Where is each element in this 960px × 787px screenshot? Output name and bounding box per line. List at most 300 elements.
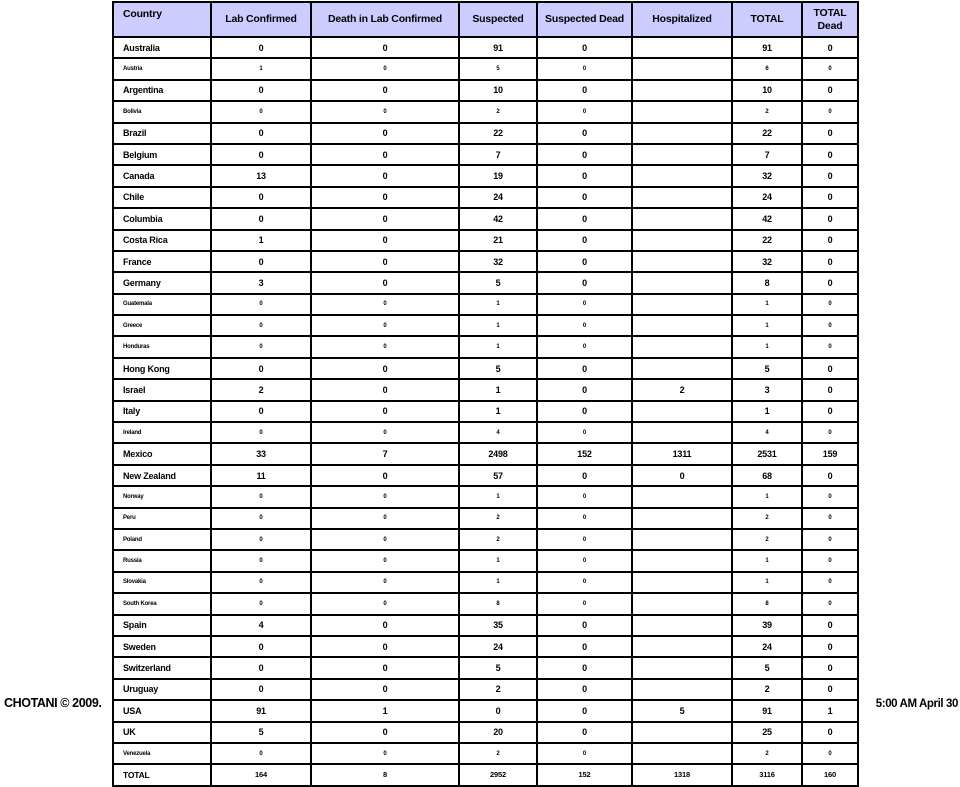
suspected-cell: 1 [459, 336, 537, 357]
suspected-cell: 5 [459, 272, 537, 293]
total-cell: 2 [732, 101, 802, 122]
lab-confirmed-cell: 33 [211, 443, 311, 464]
total-cell: 91 [732, 700, 802, 721]
suspected-dead-cell: 0 [537, 80, 632, 101]
table-row [113, 465, 858, 486]
hospitalized-cell [632, 208, 732, 229]
country-cell: Germany [113, 272, 211, 293]
suspected-cell: 32 [459, 251, 537, 272]
suspected-dead-cell: 0 [537, 743, 632, 764]
suspected-dead-cell: 0 [537, 58, 632, 79]
death-lab-confirmed-cell: 0 [311, 187, 459, 208]
lab-confirmed-cell: 0 [211, 508, 311, 529]
table-row [113, 593, 858, 614]
lab-confirmed-cell: 11 [211, 465, 311, 486]
table-row [113, 358, 858, 379]
country-cell: Ireland [113, 422, 211, 443]
lab-confirmed-cell: 0 [211, 657, 311, 678]
total-dead-cell: 0 [802, 187, 858, 208]
table-row [113, 743, 858, 764]
death-lab-confirmed-cell: 0 [311, 37, 459, 58]
suspected-dead-cell: 0 [537, 336, 632, 357]
total-cell: 10 [732, 80, 802, 101]
total-cell: 7 [732, 144, 802, 165]
suspected-cell: 20 [459, 722, 537, 743]
lab-confirmed-cell: 0 [211, 144, 311, 165]
total-dead-cell: 0 [802, 636, 858, 657]
death-lab-confirmed-cell: 0 [311, 508, 459, 529]
suspected-dead-cell: 0 [537, 401, 632, 422]
death-lab-confirmed-cell: 0 [311, 422, 459, 443]
lab-confirmed-cell: 0 [211, 251, 311, 272]
table-row [113, 58, 858, 79]
suspected-cell: 2 [459, 529, 537, 550]
total-dead-cell: 0 [802, 208, 858, 229]
total-cell: 6 [732, 58, 802, 79]
total-row [113, 764, 858, 785]
table-row [113, 657, 858, 678]
table-row [113, 208, 858, 229]
suspected-cell: 2498 [459, 443, 537, 464]
country-cell: Honduras [113, 336, 211, 357]
suspected-cell: 5 [459, 657, 537, 678]
lab-confirmed-cell: 4 [211, 615, 311, 636]
hospitalized-cell [632, 401, 732, 422]
death-lab-confirmed-cell: 0 [311, 550, 459, 571]
suspected-cell: 5 [459, 358, 537, 379]
lab-confirmed-cell: 0 [211, 37, 311, 58]
lab-confirmed-cell: 3 [211, 272, 311, 293]
suspected-cell: 2952 [459, 764, 537, 785]
total-cell: 3116 [732, 764, 802, 785]
hospitalized-cell: 5 [632, 700, 732, 721]
country-cell: France [113, 251, 211, 272]
table-row [113, 251, 858, 272]
table-row [113, 315, 858, 336]
suspected-dead-cell: 0 [537, 294, 632, 315]
hospitalized-cell [632, 336, 732, 357]
hospitalized-cell [632, 743, 732, 764]
suspected-cell: 2 [459, 679, 537, 700]
total-dead-cell: 0 [802, 465, 858, 486]
suspected-dead-cell: 0 [537, 529, 632, 550]
suspected-cell: 1 [459, 315, 537, 336]
table-row [113, 144, 858, 165]
total-dead-cell: 0 [802, 165, 858, 186]
total-dead-cell: 0 [802, 572, 858, 593]
lab-confirmed-cell: 0 [211, 401, 311, 422]
total-cell: 5 [732, 358, 802, 379]
lab-confirmed-cell: 0 [211, 187, 311, 208]
suspected-dead-cell: 0 [537, 657, 632, 678]
country-cell: Belgium [113, 144, 211, 165]
death-lab-confirmed-cell: 1 [311, 700, 459, 721]
total-dead-cell: 0 [802, 743, 858, 764]
suspected-cell: 8 [459, 593, 537, 614]
total-cell: 24 [732, 187, 802, 208]
death-lab-confirmed-cell: 0 [311, 615, 459, 636]
total-cell: 68 [732, 465, 802, 486]
lab-confirmed-cell: 91 [211, 700, 311, 721]
table-row [113, 336, 858, 357]
suspected-dead-cell: 0 [537, 144, 632, 165]
total-dead-cell: 0 [802, 336, 858, 357]
total-cell: 1 [732, 401, 802, 422]
table-row [113, 123, 858, 144]
hospitalized-cell [632, 679, 732, 700]
suspected-dead-cell: 0 [537, 230, 632, 251]
hospitalized-cell [632, 422, 732, 443]
total-dead-cell: 1 [802, 700, 858, 721]
flu-case-table [112, 1, 859, 787]
suspected-dead-cell: 0 [537, 593, 632, 614]
suspected-cell: 2 [459, 508, 537, 529]
total-dead-cell: 0 [802, 529, 858, 550]
table-row [113, 615, 858, 636]
country-cell: TOTAL [113, 764, 211, 785]
death-lab-confirmed-cell: 0 [311, 58, 459, 79]
total-dead-cell: 159 [802, 443, 858, 464]
lab-confirmed-cell: 0 [211, 486, 311, 507]
total-dead-cell: 0 [802, 615, 858, 636]
death-lab-confirmed-cell: 0 [311, 636, 459, 657]
death-lab-confirmed-cell: 0 [311, 722, 459, 743]
suspected-dead-cell: 0 [537, 208, 632, 229]
lab-confirmed-cell: 2 [211, 379, 311, 400]
table-row [113, 443, 858, 464]
death-lab-confirmed-cell: 0 [311, 401, 459, 422]
death-lab-confirmed-cell: 0 [311, 743, 459, 764]
suspected-dead-cell: 0 [537, 700, 632, 721]
lab-confirmed-cell: 0 [211, 550, 311, 571]
country-cell: Poland [113, 529, 211, 550]
col-header-country: Country [113, 2, 211, 37]
suspected-dead-cell: 152 [537, 764, 632, 785]
hospitalized-cell [632, 508, 732, 529]
suspected-cell: 4 [459, 422, 537, 443]
death-lab-confirmed-cell: 7 [311, 443, 459, 464]
suspected-cell: 1 [459, 379, 537, 400]
hospitalized-cell [632, 272, 732, 293]
total-cell: 1 [732, 315, 802, 336]
lab-confirmed-cell: 0 [211, 572, 311, 593]
hospitalized-cell [632, 550, 732, 571]
death-lab-confirmed-cell: 0 [311, 679, 459, 700]
hospitalized-cell [632, 593, 732, 614]
hospitalized-cell [632, 315, 732, 336]
hospitalized-cell: 2 [632, 379, 732, 400]
table-row [113, 508, 858, 529]
country-cell: Peru [113, 508, 211, 529]
country-cell: Costa Rica [113, 230, 211, 251]
table-row [113, 165, 858, 186]
lab-confirmed-cell: 1 [211, 230, 311, 251]
lab-confirmed-cell: 0 [211, 123, 311, 144]
death-lab-confirmed-cell: 8 [311, 764, 459, 785]
country-cell: Mexico [113, 443, 211, 464]
hospitalized-cell [632, 636, 732, 657]
death-lab-confirmed-cell: 0 [311, 165, 459, 186]
total-cell: 3 [732, 379, 802, 400]
death-lab-confirmed-cell: 0 [311, 294, 459, 315]
total-cell: 32 [732, 165, 802, 186]
country-cell: Slovakia [113, 572, 211, 593]
table-row [113, 679, 858, 700]
total-cell: 2531 [732, 443, 802, 464]
total-cell: 25 [732, 722, 802, 743]
total-dead-cell: 0 [802, 272, 858, 293]
lab-confirmed-cell: 0 [211, 336, 311, 357]
suspected-dead-cell: 0 [537, 508, 632, 529]
table-row [113, 379, 858, 400]
lab-confirmed-cell: 0 [211, 743, 311, 764]
death-lab-confirmed-cell: 0 [311, 272, 459, 293]
hospitalized-cell [632, 230, 732, 251]
table-row [113, 722, 858, 743]
lab-confirmed-cell: 0 [211, 593, 311, 614]
suspected-cell: 42 [459, 208, 537, 229]
total-dead-cell: 0 [802, 486, 858, 507]
hospitalized-cell [632, 722, 732, 743]
total-dead-cell: 0 [802, 508, 858, 529]
col-header-death-in-lab-confirmed: Death in Lab Confirmed [311, 2, 459, 37]
hospitalized-cell: 1311 [632, 443, 732, 464]
suspected-cell: 0 [459, 700, 537, 721]
hospitalized-cell [632, 294, 732, 315]
country-cell: Guatemala [113, 294, 211, 315]
total-dead-cell: 0 [802, 144, 858, 165]
suspected-cell: 24 [459, 636, 537, 657]
country-cell: Hong Kong [113, 358, 211, 379]
table-row [113, 272, 858, 293]
total-dead-cell: 0 [802, 80, 858, 101]
table-header [113, 2, 858, 37]
country-cell: Italy [113, 401, 211, 422]
total-dead-cell: 0 [802, 58, 858, 79]
suspected-dead-cell: 0 [537, 358, 632, 379]
table-row [113, 572, 858, 593]
table-row [113, 486, 858, 507]
lab-confirmed-cell: 0 [211, 101, 311, 122]
total-dead-cell: 0 [802, 123, 858, 144]
country-cell: USA [113, 700, 211, 721]
table-row [113, 700, 858, 721]
total-dead-cell: 0 [802, 101, 858, 122]
col-header-lab-confirmed: Lab Confirmed [211, 2, 311, 37]
country-cell: Uruguay [113, 679, 211, 700]
country-cell: Canada [113, 165, 211, 186]
hospitalized-cell [632, 165, 732, 186]
col-header-suspected: Suspected [459, 2, 537, 37]
lab-confirmed-cell: 1 [211, 58, 311, 79]
country-cell: Israel [113, 379, 211, 400]
total-cell: 24 [732, 636, 802, 657]
suspected-dead-cell: 0 [537, 465, 632, 486]
suspected-dead-cell: 0 [537, 679, 632, 700]
lab-confirmed-cell: 0 [211, 636, 311, 657]
country-cell: Columbia [113, 208, 211, 229]
suspected-dead-cell: 0 [537, 486, 632, 507]
lab-confirmed-cell: 164 [211, 764, 311, 785]
total-cell: 1 [732, 572, 802, 593]
suspected-cell: 1 [459, 572, 537, 593]
suspected-dead-cell: 0 [537, 165, 632, 186]
total-dead-cell: 0 [802, 358, 858, 379]
hospitalized-cell [632, 251, 732, 272]
total-dead-cell: 0 [802, 230, 858, 251]
lab-confirmed-cell: 0 [211, 422, 311, 443]
suspected-cell: 91 [459, 37, 537, 58]
total-dead-cell: 0 [802, 379, 858, 400]
table-row [113, 422, 858, 443]
suspected-cell: 1 [459, 401, 537, 422]
lab-confirmed-cell: 0 [211, 358, 311, 379]
col-header-hospitalized: Hospitalized [632, 2, 732, 37]
table-row [113, 550, 858, 571]
suspected-dead-cell: 0 [537, 615, 632, 636]
lab-confirmed-cell: 0 [211, 315, 311, 336]
death-lab-confirmed-cell: 0 [311, 80, 459, 101]
suspected-dead-cell: 0 [537, 722, 632, 743]
hospitalized-cell: 1318 [632, 764, 732, 785]
total-cell: 2 [732, 529, 802, 550]
lab-confirmed-cell: 5 [211, 722, 311, 743]
suspected-dead-cell: 0 [537, 315, 632, 336]
suspected-cell: 1 [459, 550, 537, 571]
suspected-dead-cell: 0 [537, 550, 632, 571]
country-cell: Australia [113, 37, 211, 58]
country-cell: UK [113, 722, 211, 743]
total-dead-cell: 0 [802, 401, 858, 422]
country-cell: Bolivia [113, 101, 211, 122]
timestamp-text: 5:00 AM April 30 [875, 698, 958, 710]
total-dead-cell: 0 [802, 679, 858, 700]
suspected-cell: 22 [459, 123, 537, 144]
country-cell: Switzerland [113, 657, 211, 678]
death-lab-confirmed-cell: 0 [311, 208, 459, 229]
suspected-dead-cell: 0 [537, 101, 632, 122]
suspected-dead-cell: 0 [537, 272, 632, 293]
lab-confirmed-cell: 0 [211, 294, 311, 315]
country-cell: Venezuela [113, 743, 211, 764]
country-cell: Argentina [113, 80, 211, 101]
suspected-cell: 24 [459, 187, 537, 208]
header-row [113, 2, 858, 37]
table-row [113, 230, 858, 251]
hospitalized-cell [632, 358, 732, 379]
death-lab-confirmed-cell: 0 [311, 572, 459, 593]
country-cell: South Korea [113, 593, 211, 614]
death-lab-confirmed-cell: 0 [311, 593, 459, 614]
death-lab-confirmed-cell: 0 [311, 123, 459, 144]
suspected-cell: 1 [459, 486, 537, 507]
hospitalized-cell [632, 80, 732, 101]
col-header-suspected-dead: Suspected Dead [537, 2, 632, 37]
lab-confirmed-cell: 13 [211, 165, 311, 186]
country-cell: Greece [113, 315, 211, 336]
suspected-cell: 2 [459, 101, 537, 122]
death-lab-confirmed-cell: 0 [311, 529, 459, 550]
death-lab-confirmed-cell: 0 [311, 486, 459, 507]
lab-confirmed-cell: 0 [211, 529, 311, 550]
total-dead-cell: 0 [802, 422, 858, 443]
total-cell: 2 [732, 743, 802, 764]
suspected-cell: 57 [459, 465, 537, 486]
lab-confirmed-cell: 0 [211, 679, 311, 700]
total-cell: 1 [732, 486, 802, 507]
hospitalized-cell [632, 144, 732, 165]
total-dead-cell: 160 [802, 764, 858, 785]
suspected-dead-cell: 0 [537, 572, 632, 593]
lab-confirmed-cell: 0 [211, 80, 311, 101]
death-lab-confirmed-cell: 0 [311, 358, 459, 379]
death-lab-confirmed-cell: 0 [311, 465, 459, 486]
total-cell: 8 [732, 593, 802, 614]
total-cell: 1 [732, 336, 802, 357]
country-cell: Spain [113, 615, 211, 636]
suspected-dead-cell: 0 [537, 187, 632, 208]
suspected-cell: 5 [459, 58, 537, 79]
country-cell: Brazil [113, 123, 211, 144]
table-row [113, 80, 858, 101]
hospitalized-cell [632, 572, 732, 593]
table-row [113, 294, 858, 315]
total-cell: 22 [732, 230, 802, 251]
total-cell: 5 [732, 657, 802, 678]
country-cell: Russia [113, 550, 211, 571]
total-cell: 8 [732, 272, 802, 293]
total-cell: 2 [732, 508, 802, 529]
suspected-cell: 21 [459, 230, 537, 251]
hospitalized-cell [632, 187, 732, 208]
suspected-dead-cell: 0 [537, 422, 632, 443]
col-header-total-dead: TOTAL Dead [802, 2, 858, 37]
suspected-cell: 2 [459, 743, 537, 764]
suspected-cell: 10 [459, 80, 537, 101]
suspected-cell: 19 [459, 165, 537, 186]
table-row [113, 529, 858, 550]
total-dead-cell: 0 [802, 550, 858, 571]
hospitalized-cell [632, 529, 732, 550]
hospitalized-cell [632, 37, 732, 58]
col-header-total: TOTAL [732, 2, 802, 37]
country-cell: Sweden [113, 636, 211, 657]
hospitalized-cell [632, 657, 732, 678]
total-dead-cell: 0 [802, 315, 858, 336]
suspected-dead-cell: 0 [537, 37, 632, 58]
country-cell: New Zealand [113, 465, 211, 486]
hospitalized-cell [632, 615, 732, 636]
suspected-cell: 1 [459, 294, 537, 315]
death-lab-confirmed-cell: 0 [311, 144, 459, 165]
total-cell: 42 [732, 208, 802, 229]
death-lab-confirmed-cell: 0 [311, 657, 459, 678]
suspected-dead-cell: 0 [537, 123, 632, 144]
total-dead-cell: 0 [802, 294, 858, 315]
total-cell: 39 [732, 615, 802, 636]
total-cell: 1 [732, 550, 802, 571]
hospitalized-cell [632, 123, 732, 144]
death-lab-confirmed-cell: 0 [311, 230, 459, 251]
total-dead-cell: 0 [802, 657, 858, 678]
table-row [113, 401, 858, 422]
suspected-dead-cell: 0 [537, 636, 632, 657]
country-cell: Chile [113, 187, 211, 208]
death-lab-confirmed-cell: 0 [311, 379, 459, 400]
death-lab-confirmed-cell: 0 [311, 336, 459, 357]
hospitalized-cell [632, 58, 732, 79]
total-dead-cell: 0 [802, 251, 858, 272]
